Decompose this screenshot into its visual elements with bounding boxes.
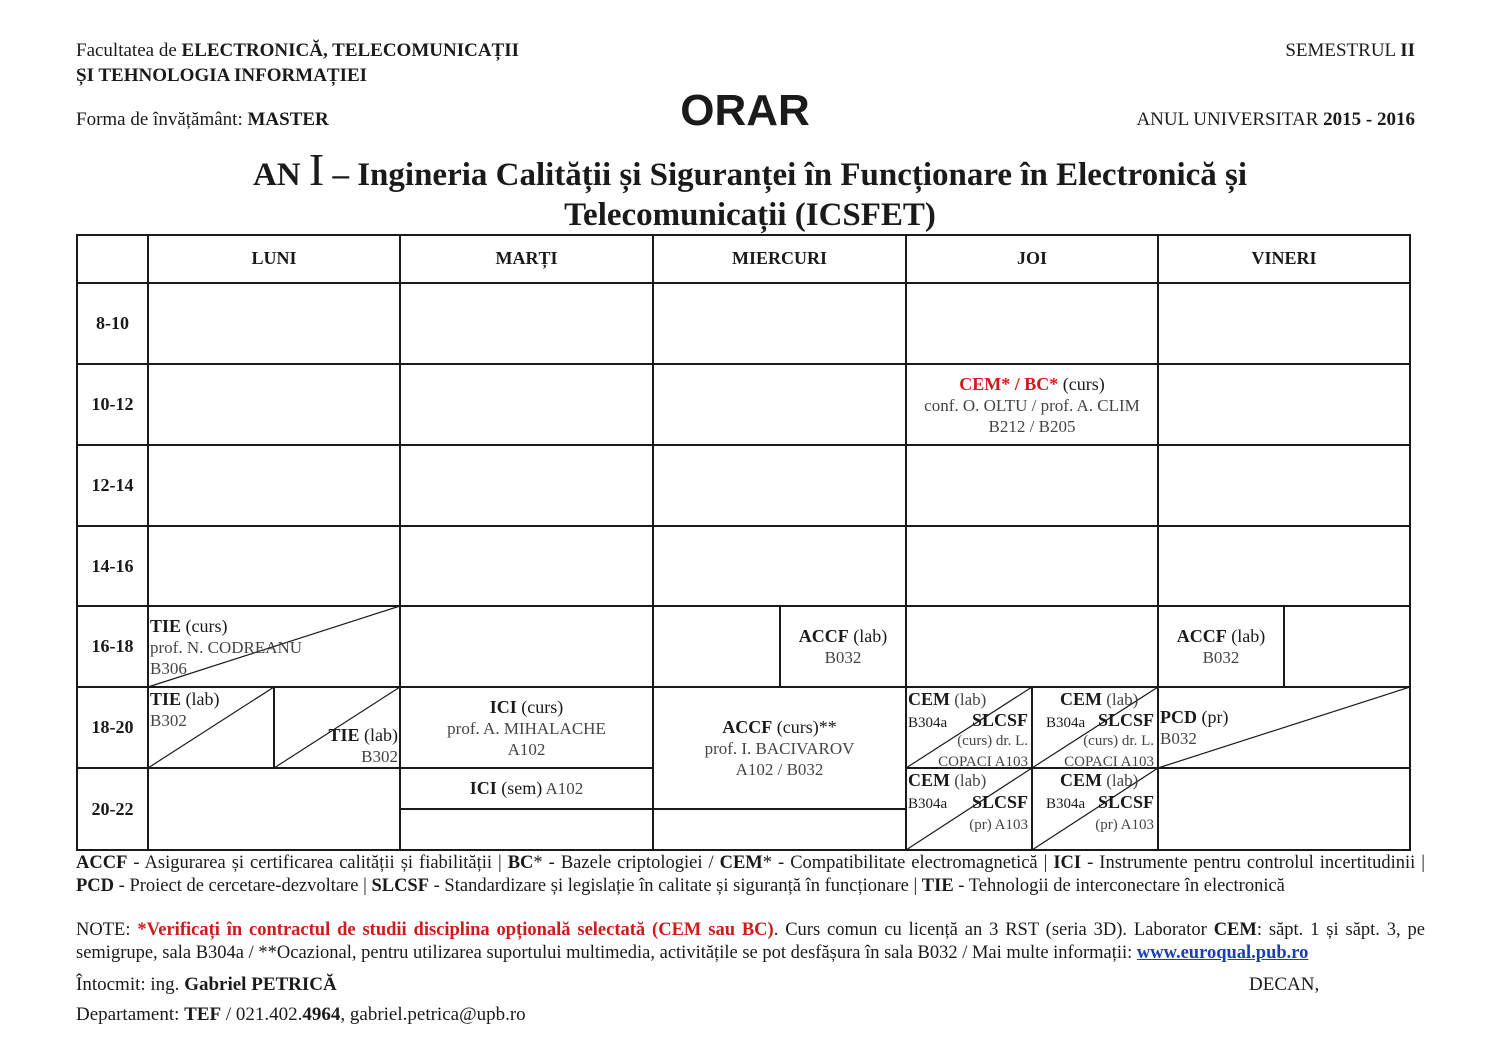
orar-heading: ORAR xyxy=(680,86,810,135)
professor: prof. I. BACIVAROV xyxy=(704,739,855,758)
subject-accf: ACCF xyxy=(722,717,773,737)
subject-cem: CEM xyxy=(1060,689,1102,709)
class-slcsf-pr-a xyxy=(969,792,1028,836)
professor: conf. O. OLTU / prof. A. CLIM xyxy=(924,396,1140,415)
room: A102 xyxy=(507,740,546,759)
semester-label: SEMESTRUL xyxy=(1285,40,1401,61)
form-label: Forma de învățământ: xyxy=(76,109,248,130)
subject-pcd: PCD xyxy=(1160,707,1197,727)
slot-20-22: 20-22 xyxy=(91,799,134,819)
class-accf-lab-miercuri xyxy=(780,626,906,668)
subject-tie: TIE xyxy=(328,725,360,745)
class-type: (lab) xyxy=(181,689,220,709)
room: B032 xyxy=(824,648,862,667)
class-type: (pr) xyxy=(1197,707,1229,727)
class-cem-bc-curs xyxy=(906,374,1158,437)
legend-abbr: ICI xyxy=(1053,853,1082,873)
day-vineri: VINERI xyxy=(1251,248,1317,268)
legend-text: - Proiect de cercetare-dezvoltare | xyxy=(114,876,372,896)
phone-ext: 4964 xyxy=(302,1004,341,1025)
class-slcsf-pr-b xyxy=(1095,792,1154,836)
legend-text: - Asigurarea și certificarea calității și fiabilității | xyxy=(127,853,508,873)
department xyxy=(76,1004,526,1026)
subject-slcsf: SLCSF xyxy=(971,792,1028,812)
room: B302 xyxy=(361,747,398,766)
legend-abbr: BC xyxy=(507,853,534,873)
legend xyxy=(76,852,1425,898)
class-tie-lab-a xyxy=(150,689,220,731)
note-text-2: : săpt. 1 și săpt. 3, pe semigrupe, sala B304a / **Ocazional, pentru utilizarea suportului multimedia, activitățile se pot desfășura în sala B032 / Mai multe informații: xyxy=(76,920,1425,963)
slot-12-14: 12-14 xyxy=(91,475,134,495)
title-program: – Ingineria Calității și Siguranței în Funcționare în Electronică și xyxy=(324,157,1248,193)
slot-18-20: 18-20 xyxy=(91,717,134,737)
slot-8-10: 8-10 xyxy=(96,313,129,333)
legend-accf xyxy=(76,853,508,873)
room-b304a: B304a xyxy=(1046,796,1086,812)
room-b304a: B304a xyxy=(1046,715,1086,731)
subject-cem-bc: CEM* / BC* xyxy=(959,374,1059,394)
year-value: 2015 - 2016 xyxy=(1323,109,1415,130)
legend-abbr: SLCSF xyxy=(371,876,430,896)
class-type: (curs) xyxy=(181,616,228,636)
subject-ici: ICI xyxy=(469,778,497,798)
subject-accf: ACCF xyxy=(798,626,849,646)
note xyxy=(76,919,1425,965)
prepared-by xyxy=(76,974,337,996)
subject-slcsf: SLCSF xyxy=(1097,710,1154,730)
class-accf-curs xyxy=(653,717,906,780)
slot-14-16: 14-16 xyxy=(91,556,134,576)
legend-abbr: CEM xyxy=(719,853,763,873)
slot-16-18: 16-18 xyxy=(91,636,134,656)
prepared-label: Întocmit: ing. xyxy=(76,974,185,995)
class-type: (lab) xyxy=(1226,626,1266,646)
class-type: (curs)** xyxy=(772,717,837,737)
faculty-name-2: ȘI TEHNOLOGIA INFORMAȚIEI xyxy=(76,65,368,86)
dept-label: Departament: xyxy=(76,1004,185,1025)
subject-slcsf: SLCSF xyxy=(971,710,1028,730)
class-ici-curs xyxy=(400,697,653,760)
title-year-roman: I xyxy=(308,144,325,195)
subject-tie: TIE xyxy=(150,616,182,636)
day-joi: JOI xyxy=(1016,248,1047,268)
title-an: AN xyxy=(252,157,309,193)
legend-text: - Instrumente pentru controlul incertitudinii | xyxy=(1081,853,1425,873)
room: B032 xyxy=(1202,648,1240,667)
class-cem-lab-c xyxy=(908,770,986,791)
year-label: ANUL UNIVERSITAR xyxy=(1136,109,1324,130)
class-type: (lab) xyxy=(950,690,987,709)
form-value: MASTER xyxy=(247,109,329,130)
class-type: (curs) xyxy=(1058,374,1105,394)
subject-cem: CEM xyxy=(908,770,950,790)
class-type: (lab) xyxy=(1102,690,1139,709)
room: B302 xyxy=(150,711,187,730)
subject-accf: ACCF xyxy=(1176,626,1227,646)
note-warning: *Verificați în contractul de studii disciplina opțională selectată (CEM sau BC) xyxy=(137,920,774,940)
note-label: NOTE: xyxy=(76,920,138,940)
legend-text: - Standardizare și legislație în calitate și siguranță în funcționare | xyxy=(429,876,922,896)
faculty-prefix: Facultatea de xyxy=(76,40,182,61)
room-b304a: B304a xyxy=(908,796,948,812)
legend-abbr: PCD xyxy=(76,876,115,896)
faculty-name: ELECTRONICĂ, TELECOMUNICAȚII xyxy=(181,40,520,61)
class-type: (pr) A103 xyxy=(969,817,1028,833)
class-type: (lab) xyxy=(359,725,398,745)
class-type: (pr) A103 xyxy=(1095,817,1154,833)
euroqual-link[interactable]: www.euroqual.pub.ro xyxy=(1136,943,1309,963)
class-tie-curs xyxy=(150,616,302,679)
legend-abbr: TIE xyxy=(921,876,954,896)
room: B212 / B205 xyxy=(988,417,1076,436)
prepared-name: Gabriel PETRICĂ xyxy=(184,974,337,995)
class-accf-lab-vineri xyxy=(1158,626,1284,668)
class-ici-sem xyxy=(400,778,653,799)
class-type: (curs) dr. L. xyxy=(1083,733,1154,749)
legend-tie xyxy=(922,876,1285,896)
legend-bc xyxy=(508,853,720,873)
class-slcsf-curs-b xyxy=(1064,711,1154,772)
legend-text: * - Bazele criptologiei / xyxy=(533,853,720,873)
class-slcsf-curs-a xyxy=(938,711,1028,772)
phone-prefix: / 021.402. xyxy=(221,1004,303,1025)
dean-label: DECAN, xyxy=(1249,974,1320,995)
legend-cem xyxy=(720,853,1054,873)
professor: COPACI A103 xyxy=(1064,754,1154,770)
class-pcd-pr xyxy=(1160,707,1228,749)
class-type: (sem) xyxy=(496,778,543,798)
day-marti: MARȚI xyxy=(495,248,558,268)
slot-10-12: 10-12 xyxy=(91,394,134,414)
day-luni: LUNI xyxy=(251,248,297,268)
class-type: (lab) xyxy=(950,771,987,790)
legend-pcd xyxy=(76,876,371,896)
legend-slcsf xyxy=(371,876,921,896)
day-miercuri: MIERCURI xyxy=(731,248,827,268)
dept-value: TEF xyxy=(184,1004,222,1025)
room: A102 / B032 xyxy=(735,760,824,779)
subject-cem: CEM xyxy=(1060,770,1102,790)
subject-slcsf: SLCSF xyxy=(1097,792,1154,812)
class-tie-lab-b xyxy=(328,725,398,767)
subject-tie: TIE xyxy=(150,689,182,709)
legend-text: * - Compatibilitate electromagnetică | xyxy=(762,853,1054,873)
class-type: (lab) xyxy=(848,626,888,646)
subject-ici: ICI xyxy=(489,697,517,717)
class-type: (lab) xyxy=(1102,771,1139,790)
subject-cem: CEM xyxy=(908,689,950,709)
legend-ici xyxy=(1053,853,1425,873)
class-cem-lab-a xyxy=(908,689,986,710)
semester-value: II xyxy=(1400,40,1415,61)
professor: prof. N. CODREANU xyxy=(150,638,303,657)
note-text-1: . Curs comun cu licență an 3 RST (seria 3D). Laborator xyxy=(773,920,1214,940)
room: A102 xyxy=(542,779,584,798)
professor: COPACI A103 xyxy=(938,754,1028,770)
room: B306 xyxy=(150,659,187,678)
program-title-2: Telecomunicații (ICSFET) xyxy=(564,197,936,233)
class-type: (curs) xyxy=(516,697,564,717)
professor: prof. A. MIHALACHE xyxy=(447,719,606,738)
room: B032 xyxy=(1160,729,1197,748)
legend-abbr: ACCF xyxy=(76,853,128,873)
class-cem-lab-b xyxy=(1060,689,1138,710)
room-b304a: B304a xyxy=(908,715,948,731)
class-type: (curs) dr. L. xyxy=(957,733,1028,749)
legend-text: - Tehnologii de interconectare în electronică xyxy=(953,876,1285,896)
class-cem-lab-d xyxy=(1060,770,1138,791)
note-cem: CEM xyxy=(1213,920,1257,940)
email: , gabriel.petrica@upb.ro xyxy=(340,1004,526,1025)
